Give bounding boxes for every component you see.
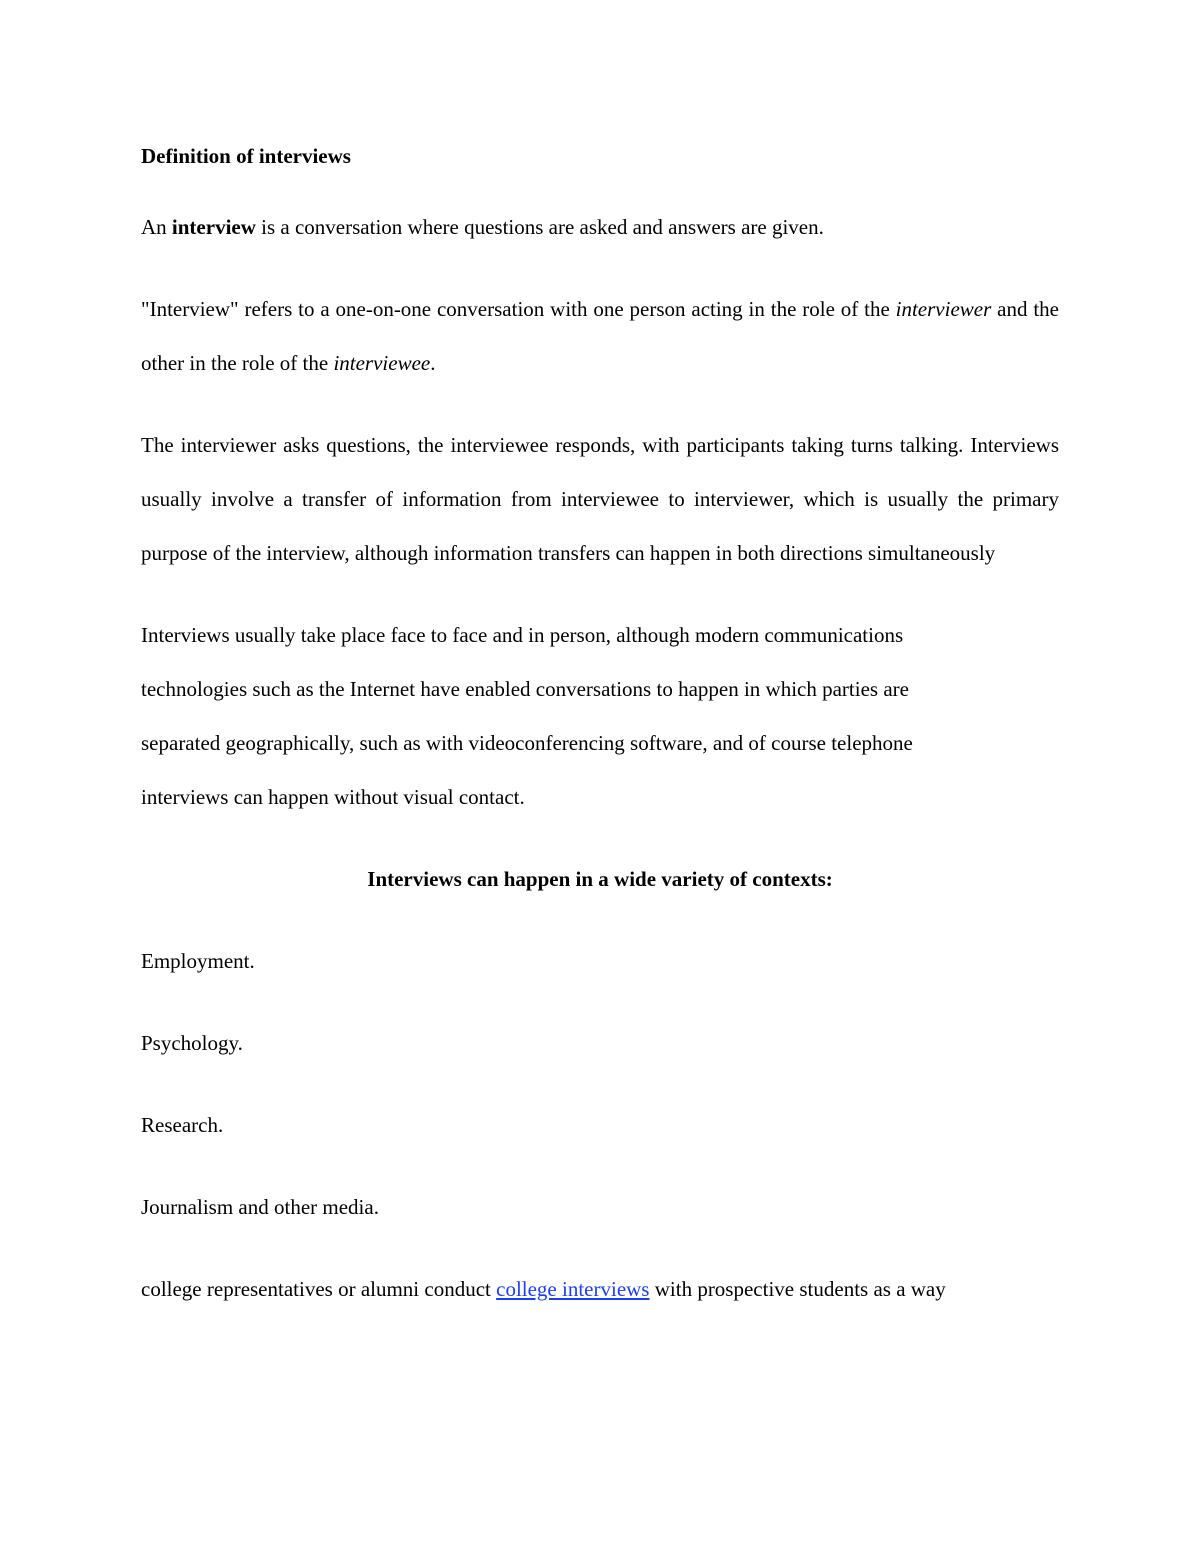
- context-item-psychology: Psychology.: [141, 1031, 243, 1055]
- paragraph-process: The interviewer asks questions, the interviewee responds, with participants taking turns talking. Interviews usually involve a transfer of information from interviewee to interviewer, which is usually the primary purpose of the interview, although information transfers can happen in both directions simultaneously: [141, 433, 1059, 565]
- text-run: is a conversation where questions are asked and answers are given.: [255, 215, 824, 239]
- text-run: .: [430, 351, 436, 375]
- text-run: college representatives or alumni conduct: [141, 1277, 497, 1301]
- paragraph-settings: [141, 608, 1059, 824]
- paragraph-roles: [141, 282, 1059, 390]
- text-run: An: [141, 215, 172, 239]
- context-item-employment: Employment.: [141, 949, 255, 973]
- text-line: Interviews usually take place face to face and in person, although modern communications: [141, 623, 904, 647]
- italic-term: interviewee: [333, 351, 431, 375]
- paragraph-definition: [141, 200, 1059, 254]
- text-line: technologies such as the Internet have enabled conversations to happen in which parties are: [141, 677, 909, 701]
- text-run: and the other in the role of the: [141, 297, 1059, 375]
- context-item-journalism: Journalism and other media.: [141, 1195, 379, 1219]
- bold-term: interview: [171, 215, 256, 239]
- context-item-research: Research.: [141, 1113, 224, 1137]
- college-interviews-link[interactable]: college interviews: [496, 1277, 650, 1301]
- italic-term: interviewer: [895, 297, 992, 321]
- text-line: interviews can happen without visual contact.: [141, 785, 525, 809]
- text-line: separated geographically, such as with videoconferencing software, and of course telephone: [141, 731, 913, 755]
- document-body: [141, 140, 1059, 1344]
- text-run: "Interview" refers to a one-on-one conversation with one person acting in the role of the: [141, 297, 896, 321]
- document-title: Definition of interviews: [141, 144, 351, 168]
- text-run: with prospective students as a way: [649, 1277, 946, 1301]
- contexts-heading: Interviews can happen in a wide variety of contexts:: [367, 867, 833, 891]
- paragraph-college: [141, 1262, 1059, 1316]
